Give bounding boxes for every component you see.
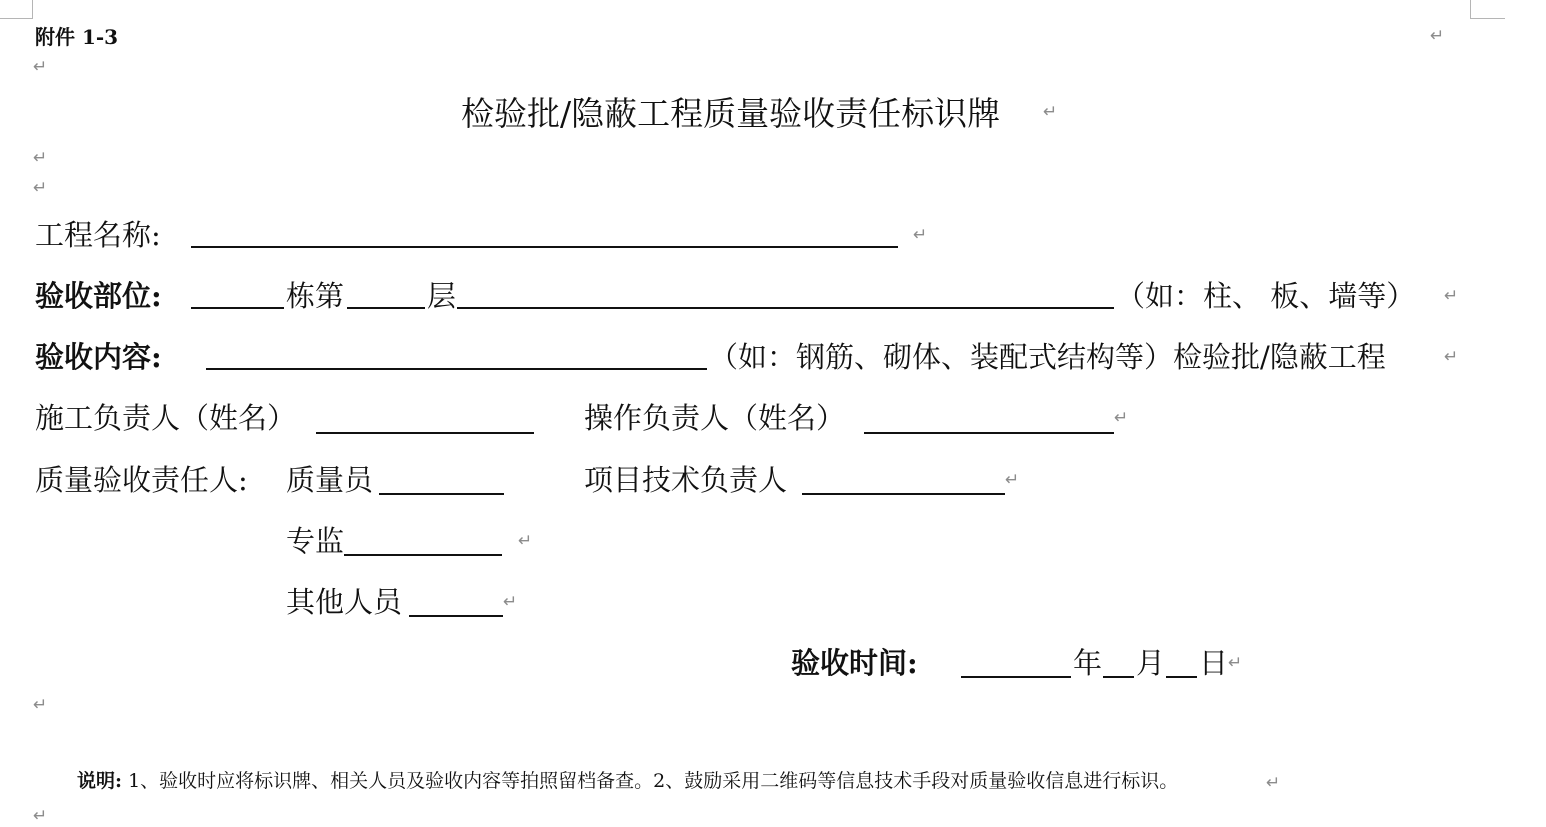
year-field[interactable] (961, 676, 1071, 678)
building-floor-label: 栋第 (286, 279, 345, 313)
paragraph-mark: ↵ (1228, 653, 1243, 673)
project-tech-lead-label: 项目技术负责人 (584, 463, 788, 497)
paragraph-mark: ↵ (1266, 773, 1281, 793)
building-number-field[interactable] (191, 307, 284, 309)
operation-lead-label: 操作负责人（姓名） (584, 401, 846, 435)
paragraph-mark: ↵ (33, 806, 48, 826)
others-field[interactable] (409, 615, 503, 617)
month-field[interactable] (1103, 676, 1134, 678)
project-tech-lead-field[interactable] (802, 493, 1005, 495)
location-label: 验收部位: (35, 279, 162, 313)
note-prefix: 说明: (77, 770, 123, 792)
attachment-label: 附件 1-3 (35, 25, 119, 49)
page-corner-mark-right (1470, 0, 1505, 19)
construction-lead-field[interactable] (316, 432, 534, 434)
paragraph-mark: ↵ (1444, 286, 1459, 306)
floor-number-field[interactable] (347, 307, 425, 309)
content-label: 验收内容: (35, 340, 162, 374)
paragraph-mark: ↵ (1430, 26, 1445, 46)
supervisor-field[interactable] (344, 554, 502, 556)
content-field[interactable] (206, 368, 707, 370)
paragraph-mark: ↵ (33, 148, 48, 168)
day-field[interactable] (1166, 676, 1197, 678)
location-hint: （如：柱、 板、墙等） (1116, 279, 1416, 313)
document-title: 检验批/隐蔽工程质量验收责任标识牌 (461, 94, 1001, 133)
page-corner-mark-left (0, 0, 33, 19)
floor-suffix-label: 层 (427, 279, 457, 313)
paragraph-mark: ↵ (1005, 470, 1020, 490)
others-label: 其他人员 (286, 585, 403, 619)
quality-inspector-field[interactable] (379, 493, 504, 495)
supervisor-label: 专监 (286, 524, 345, 558)
responsible-label: 质量验收责任人: (35, 463, 248, 497)
project-name-field[interactable] (191, 246, 898, 248)
project-name-label: 工程名称: (35, 218, 161, 252)
date-label: 验收时间: (791, 646, 918, 680)
paragraph-mark: ↵ (1444, 347, 1459, 367)
paragraph-mark: ↵ (913, 225, 928, 245)
operation-lead-field[interactable] (864, 432, 1114, 434)
paragraph-mark: ↵ (518, 531, 533, 551)
note-paragraph (77, 772, 1178, 791)
construction-lead-label: 施工负责人（姓名） (35, 401, 297, 435)
paragraph-mark: ↵ (1114, 408, 1129, 428)
note-text: 1、验收时应将标识牌、相关人员及验收内容等拍照留档备查。2、鼓励采用二维码等信息技术手段对质量验收信息进行标识。 (128, 770, 1179, 792)
paragraph-mark: ↵ (33, 695, 48, 715)
quality-inspector-label: 质量员 (286, 463, 374, 497)
location-detail-field[interactable] (457, 307, 1114, 309)
month-label: 月 (1136, 646, 1166, 680)
year-label: 年 (1073, 646, 1103, 680)
content-hint: （如：钢筋、砌体、装配式结构等）检验批/隐蔽工程 (709, 340, 1386, 374)
paragraph-mark: ↵ (1043, 102, 1058, 122)
day-label: 日 (1199, 646, 1229, 680)
paragraph-mark: ↵ (33, 57, 48, 77)
paragraph-mark: ↵ (503, 592, 518, 612)
paragraph-mark: ↵ (33, 178, 48, 198)
